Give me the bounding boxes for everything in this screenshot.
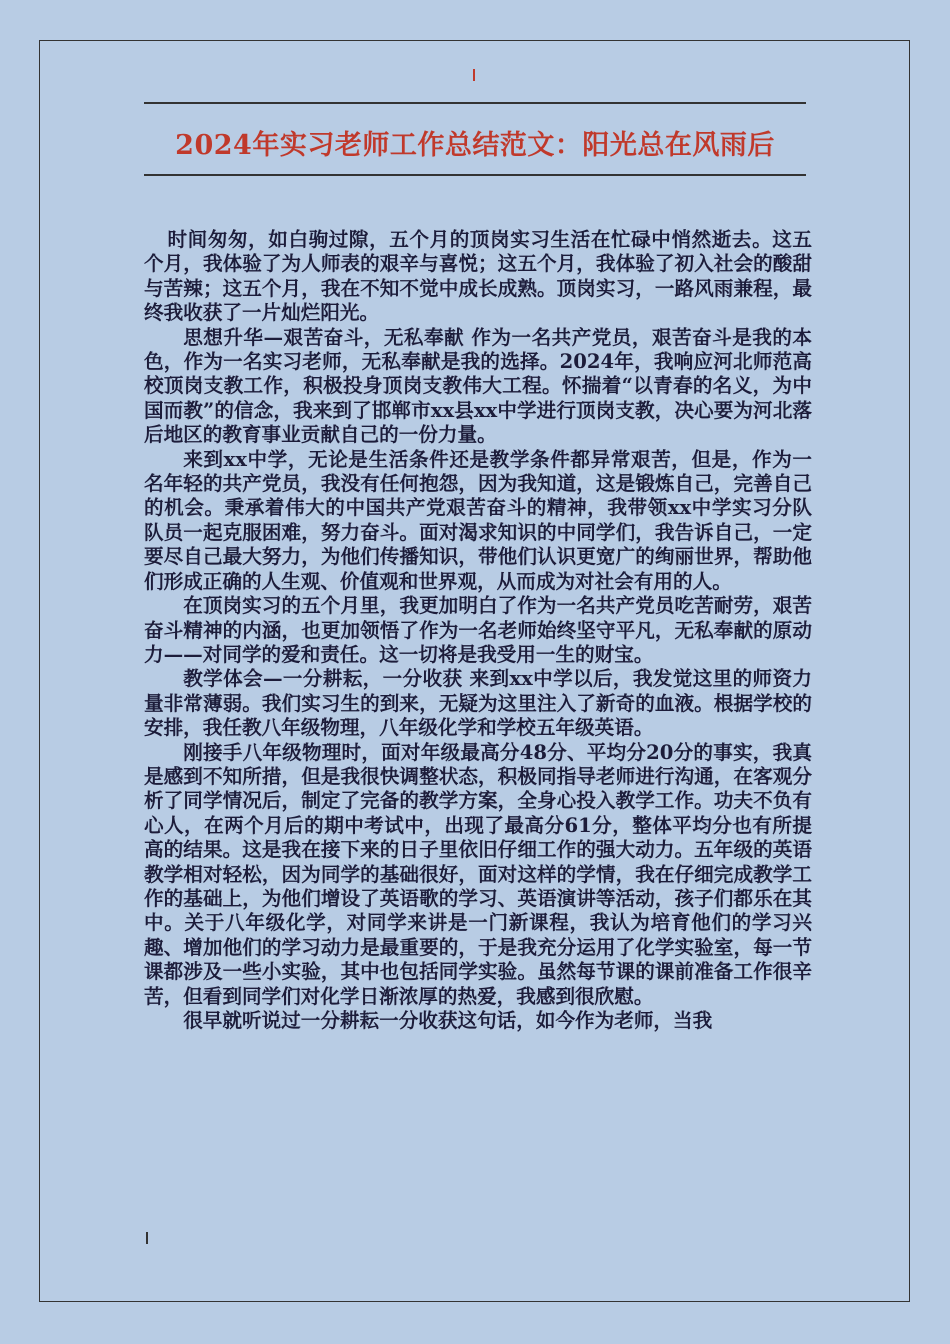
paragraph: 思想升华—艰苦奋斗，无私奉献 作为一名共产党员，艰苦奋斗是我的本色，作为一名实习老师，无私奉献是我的选择。2024年，我响应河北师范高校顶岗支教工作，积极投身顶岗支教伟大工程。怀揣着“以青春的名义，为中国而教”的信念，我来到了邯郸市xx县xx中学进行顶岗支教，决心要为河北落后地区的教育事业贡献自己的一份力量。 [144, 325, 812, 447]
header-rule [144, 102, 806, 104]
paragraph: 在顶岗实习的五个月里，我更加明白了作为一名共产党员吃苦耐劳，艰苦奋斗精神的内涵，也更加领悟了作为一名老师始终坚守平凡，无私奉献的原动力——对同学的爱和责任。这一切将是我受用一生的财宝。 [144, 594, 812, 666]
paragraph: 时间匆匆，如白驹过隙，五个月的顶岗实习生活在忙碌中悄然逝去。这五个月，我体验了为人师表的艰辛与喜悦；这五个月，我体验了初入社会的酸甜与苦辣；这五个月，我在不知不觉中成长成熟。顶岗实习，一路风雨兼程，最终我收获了一片灿烂阳光。 [144, 228, 812, 325]
paragraph: 刚接手八年级物理时，面对年级最高分48分、平均分20分的事实，我真是感到不知所措，但是我很快调整状态，积极同指导老师进行沟通，在客观分析了同学情况后，制定了完备的教学方案，全身心投入教学工作。功夫不负有心人，在两个月后的期中考试中，出现了最高分61分，整体平均分也有所提高的结果。这是我在接下来的日子里依旧仔细工作的强大动力。五年级的英语教学相对轻松，因为同学的基础很好，面对这样的学情，我在仔细完成教学工作的基础上，为他们增设了英语歌的学习、英语演讲等活动，孩子们都乐在其中。关于八年级化学，对同学来讲是一门新课程，我认为培育他们的学习兴趣、增加他们的学习动力是最重要的，于是我充分运用了化学实验室，每一节课都涉及一些小实验，其中也包括同学实验。虽然每节课的课前准备工作很辛苦，但看到同学们对化学日渐浓厚的热爱，我感到很欣慰。 [144, 740, 812, 1008]
document-title: 2024年实习老师工作总结范文：阳光总在风雨后 [175, 130, 775, 161]
paragraph: 很早就听说过一分耕耘一分收获这句话，如今作为老师，当我 [183, 1009, 713, 1032]
paragraph: 来到xx中学，无论是生活条件还是教学条件都异常艰苦，但是，作为一名年轻的共产党员，我没有任何抱怨，因为我知道，这是锻炼自己，完善自己的机会。秉承着伟大的中国共产党艰苦奋斗的精神，我带领xx中学实习分队队员一起克服困难，努力奋斗。面对渴求知识的中同学们，我告诉自己，一定要尽自己最大努力，为他们传播知识，带他们认识更宽广的绚丽世界，帮助他们形成正确的人生观、价值观和世界观，从而成为对社会有用的人。 [144, 447, 812, 593]
title-underline-rule [144, 174, 806, 176]
bottom-text-cursor-mark [146, 1232, 148, 1244]
paragraph: 教学体会—一分耕耘，一分收获 来到xx中学以后，我发觉这里的师资力量非常薄弱。我们实习生的到来，无疑为这里注入了新奇的血液。根据学校的安排，我任教八年级物理，八年级化学和学校五年级英语。 [144, 667, 812, 740]
document-body [144, 228, 812, 1033]
top-text-cursor-mark [473, 69, 475, 81]
